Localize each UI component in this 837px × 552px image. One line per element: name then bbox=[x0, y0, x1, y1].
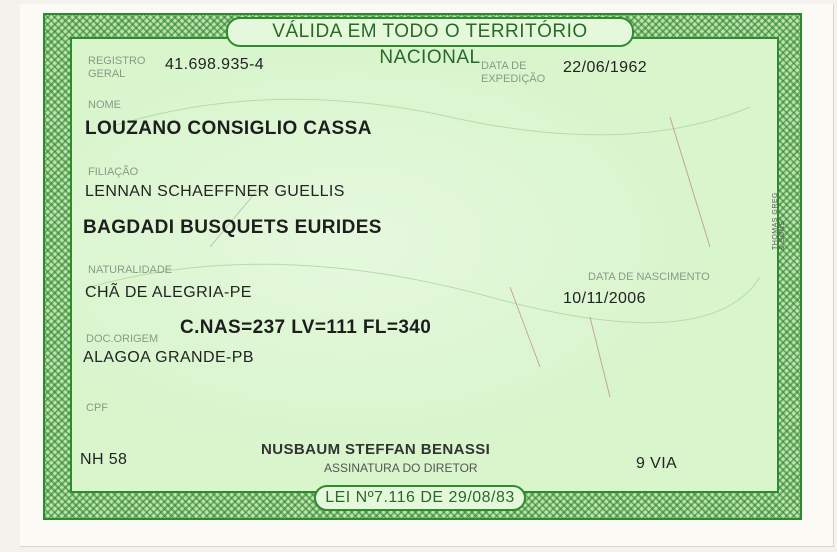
doc-origem-label: DOC.ORIGEM bbox=[86, 333, 159, 345]
filiacao-label: FILIAÇÃO bbox=[88, 166, 139, 178]
expedicao-label: DATA DE EXPEDIÇÃO bbox=[481, 60, 546, 85]
code-value: NH 58 bbox=[80, 451, 128, 468]
expedicao-value: 22/06/1962 bbox=[563, 59, 648, 76]
background-watermark bbox=[70, 37, 775, 489]
director-signature-label: ASSINATURA DO DIRETOR bbox=[324, 461, 478, 475]
via-value: 9 VIA bbox=[636, 455, 678, 472]
registro-value: 41.698.935-4 bbox=[165, 56, 265, 73]
nome-label: NOME bbox=[88, 99, 121, 111]
nascimento-value: 10/11/2006 bbox=[563, 290, 646, 307]
filiacao-parent2: BAGDADI BUSQUETS EURIDES bbox=[83, 217, 382, 238]
validity-banner: VÁLIDA EM TODO O TERRITÓRIO NACIONAL bbox=[226, 17, 634, 47]
registro-label: REGISTRO GERAL bbox=[88, 55, 146, 80]
cpf-label: CPF bbox=[86, 402, 108, 414]
director-name: NUSBAUM STEFFAN BENASSI bbox=[261, 441, 491, 458]
nascimento-label: DATA DE NASCIMENTO bbox=[588, 271, 710, 283]
naturalidade-value: CHÃ DE ALEGRIA-PE bbox=[85, 284, 252, 301]
doc-origem-line2: ALAGOA GRANDE-PB bbox=[83, 349, 254, 366]
naturalidade-label: NATURALIDADE bbox=[88, 264, 173, 276]
filiacao-parent1: LENNAN SCHAEFFNER GUELLIS bbox=[85, 183, 345, 200]
printer-credit: THOMAS GREG & SONS bbox=[772, 191, 786, 250]
doc-origem-line1: C.NAS=237 LV=111 FL=340 bbox=[180, 317, 432, 338]
law-banner: LEI Nº7.116 DE 29/08/83 bbox=[314, 485, 526, 511]
nome-value: LOUZANO CONSIGLIO CASSA bbox=[85, 118, 372, 139]
